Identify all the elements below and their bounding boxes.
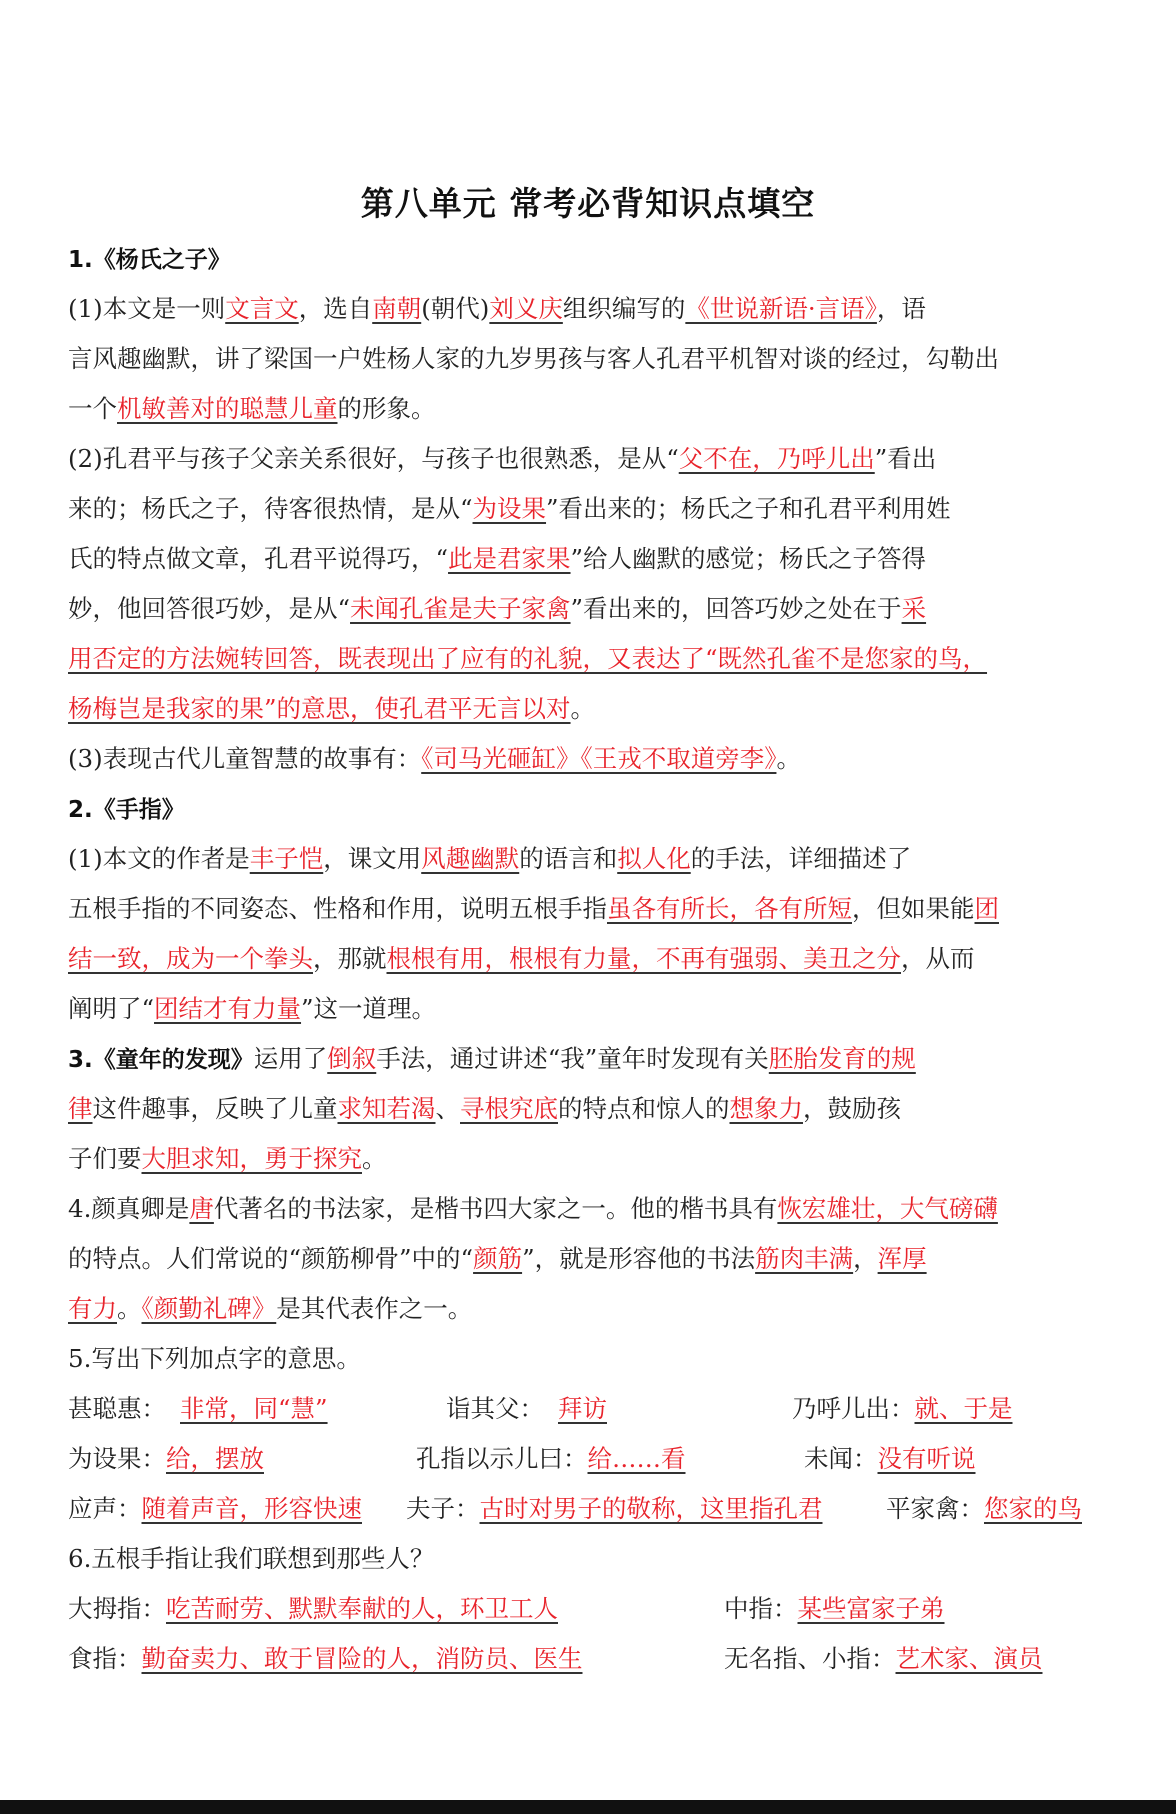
s2-line-4 <box>68 984 1108 1034</box>
text: ，鼓励孩 <box>803 1094 901 1123</box>
answer: 筋肉丰满 <box>755 1244 854 1273</box>
text: 是其代表作之一。 <box>276 1294 473 1323</box>
s6-row-1 <box>68 1584 1108 1634</box>
answer: 《司马光砸缸》《王戎不取道旁李》 <box>421 744 777 773</box>
s1-p2-line-5 <box>68 634 1108 684</box>
s3-line-3 <box>68 1134 1108 1184</box>
finger-answer: 勤奋卖力、敢于冒险的人，消防员、医生 <box>141 1644 583 1673</box>
answer: 想象力 <box>729 1094 803 1123</box>
worksheet-content <box>68 234 1108 1684</box>
text: 的语言和 <box>519 844 618 873</box>
text: ”这一道理。 <box>301 994 437 1023</box>
term-item <box>886 1484 1082 1534</box>
answer: 虽各有所长，各有所短 <box>607 894 852 923</box>
text: 。 <box>117 1294 142 1323</box>
finger-item <box>724 1584 945 1634</box>
answer: 杨梅岂是我家的果”的意思，使孔君平无言以对 <box>68 694 571 723</box>
text: ，从而 <box>901 944 975 973</box>
finger-label: 无名指、小指： <box>724 1644 896 1673</box>
s1-p1-line-2 <box>68 334 1108 384</box>
text: ，语 <box>876 294 926 323</box>
section-heading: 2.《手指》 <box>68 797 185 823</box>
bottom-bar <box>0 1800 1176 1814</box>
s3-line-2 <box>68 1084 1108 1134</box>
finger-label: 大拇指： <box>68 1594 166 1623</box>
s2-line-1 <box>68 834 1108 884</box>
text: ”看出来的，回答巧妙之处在于 <box>570 594 902 623</box>
text: ，课文用 <box>323 844 422 873</box>
section-2-heading <box>68 784 1108 834</box>
term-answer: 没有听说 <box>877 1444 976 1473</box>
text: 的特点。人们常说的“颜筋柳骨”中的“ <box>68 1244 474 1273</box>
term-label: 应声： <box>68 1494 142 1523</box>
s1-p3-line-1 <box>68 734 1108 784</box>
s2-line-3 <box>68 934 1108 984</box>
s5-row-2 <box>68 1434 1108 1484</box>
text: 。 <box>776 744 801 773</box>
text: ，那就 <box>313 944 387 973</box>
term-item <box>446 1384 607 1434</box>
section-heading: 6.五根手指让我们联想到那些人？ <box>68 1544 435 1573</box>
s4-line-3 <box>68 1284 1108 1334</box>
text: ，选自 <box>298 294 373 323</box>
answer: 胚胎发育的规 <box>768 1044 916 1073</box>
s1-p2-line-6 <box>68 684 1108 734</box>
s1-p1-line-3 <box>68 384 1108 434</box>
answer: 律 <box>68 1094 93 1123</box>
answer: 团 <box>974 894 999 923</box>
answer: 浑厚 <box>877 1244 927 1273</box>
text: 来的；杨氏之子，待客很热情，是从“ <box>68 494 473 523</box>
s4-line-2 <box>68 1234 1108 1284</box>
term-label: 为设果： <box>68 1444 166 1473</box>
answer: 刘义庆 <box>489 294 563 323</box>
term-answer: 您家的鸟 <box>984 1494 1082 1523</box>
term-answer: 拜访 <box>558 1394 607 1423</box>
answer: 寻根究底 <box>460 1094 558 1123</box>
answer: 求知若渴 <box>337 1094 436 1123</box>
text: 组织编写的 <box>562 294 686 323</box>
answer: 倒叙 <box>327 1044 377 1073</box>
answer: 大胆求知，勇于探究 <box>141 1144 362 1173</box>
s5-row-3 <box>68 1484 1108 1534</box>
text: 。 <box>362 1144 387 1173</box>
section-heading: 5.写出下列加点字的意思。 <box>68 1344 361 1373</box>
term-label: 夫子： <box>406 1494 480 1523</box>
term-answer: 随着声音，形容快速 <box>141 1494 362 1523</box>
answer: 根根有用，根根有力量，不再有强弱、美丑之分 <box>386 944 901 973</box>
text: 这件趣事，反映了儿童 <box>92 1094 338 1123</box>
answer: 团结才有力量 <box>154 994 302 1023</box>
s1-p2-line-2 <box>68 484 1108 534</box>
text: 运用了 <box>253 1044 328 1073</box>
term-item <box>804 1434 976 1484</box>
term-label: 诣其父： <box>446 1394 544 1423</box>
answer: 恢宏雄壮，大气磅礴 <box>777 1194 998 1223</box>
text: ”，就是形容他的书法 <box>522 1244 756 1273</box>
text: 的手法，详细描述了 <box>690 844 912 873</box>
answer: 此是君家果 <box>448 544 571 573</box>
text: 一个 <box>68 394 117 423</box>
term-item <box>68 1484 362 1534</box>
text: (2)孔君平与孩子父亲关系很好，与孩子也很熟悉，是从“ <box>68 444 679 473</box>
s5-row-1 <box>68 1384 1108 1434</box>
text: ，但如果能 <box>852 894 975 923</box>
answer: 用否定的方法婉转回答，既表现出了应有的礼貌，又表达了“既然孔雀不是您家的鸟， <box>68 644 988 673</box>
s3-line-1 <box>68 1034 1108 1084</box>
answer: 结一致，成为一个拳头 <box>68 944 313 973</box>
term-label: 甚聪惠： <box>68 1394 166 1423</box>
s2-line-2 <box>68 884 1108 934</box>
answer: 采 <box>901 594 927 623</box>
text: 子们要 <box>68 1144 142 1173</box>
term-item <box>416 1434 686 1484</box>
s1-p2-line-3 <box>68 534 1108 584</box>
finger-label: 中指： <box>724 1594 798 1623</box>
text: 、 <box>435 1094 460 1123</box>
page-title: 第八单元 常考必背知识点填空 <box>360 184 816 223</box>
answer: 机敏善对的聪慧儿童 <box>117 394 338 423</box>
s1-p2-line-1 <box>68 434 1108 484</box>
text: (3)表现古代儿童智慧的故事有： <box>68 744 422 773</box>
answer: 《世说新语·言语》 <box>685 294 877 323</box>
answer: 南朝 <box>372 294 422 323</box>
s6-row-2 <box>68 1634 1108 1684</box>
term-label: 孔指以示儿曰： <box>416 1444 588 1473</box>
s4-line-1 <box>68 1184 1108 1234</box>
text: (1)本文的作者是 <box>68 844 250 873</box>
text: (1)本文是一则 <box>68 294 226 323</box>
text: 的形象。 <box>337 394 436 423</box>
s1-p1-line-1 <box>68 284 1108 334</box>
text: ”看出来的；杨氏之子和孔君平利用姓 <box>546 494 951 523</box>
answer: 未闻孔雀是夫子家禽 <box>350 594 571 623</box>
answer: 《颜勤礼碑》 <box>141 1294 277 1323</box>
answer: 为设果 <box>472 494 547 523</box>
answer: 风趣幽默 <box>421 844 520 873</box>
finger-item <box>724 1634 1043 1684</box>
section-1-heading <box>68 234 1108 284</box>
s1-p2-line-4 <box>68 584 1108 634</box>
answer: 有力 <box>68 1294 117 1323</box>
finger-answer: 某些富家子弟 <box>797 1594 945 1623</box>
text: 妙，他回答很巧妙，是从“ <box>68 594 351 623</box>
text: 五根手指的不同姿态、性格和作用，说明五根手指 <box>68 894 607 923</box>
term-answer: 给，摆放 <box>166 1444 264 1473</box>
term-answer: 给……看 <box>587 1444 686 1473</box>
answer: 颜筋 <box>473 1244 523 1273</box>
term-answer: 非常，同“慧” <box>180 1394 328 1423</box>
term-item <box>68 1384 328 1434</box>
text: ”看出 <box>874 444 937 473</box>
section-heading: 1.《杨氏之子》 <box>68 247 231 273</box>
section-heading: 3.《童年的发现》 <box>68 1047 254 1073</box>
term-answer: 就、于是 <box>914 1394 1013 1423</box>
text: (朝代) <box>421 294 490 323</box>
term-label: 平家禽： <box>886 1494 984 1523</box>
text: 手法，通过讲述“我”童年时发现有关 <box>376 1044 769 1073</box>
answer: 丰子恺 <box>249 844 324 873</box>
text: 4.颜真卿是 <box>68 1194 190 1223</box>
text: 的特点和惊人的 <box>558 1094 730 1123</box>
answer: 父不在，乃呼儿出 <box>678 444 875 473</box>
finger-label: 食指： <box>68 1644 142 1673</box>
text: 氏的特点做文章，孔君平说得巧，“ <box>68 544 449 573</box>
section-6-heading <box>68 1534 1108 1584</box>
term-label: 未闻： <box>804 1444 878 1473</box>
finger-answer: 艺术家、演员 <box>895 1644 1043 1673</box>
finger-answer: 吃苦耐劳、默默奉献的人，环卫工人 <box>166 1594 558 1623</box>
answer: 文言文 <box>225 294 299 323</box>
text: ， <box>853 1244 878 1273</box>
text: 阐明了“ <box>68 994 155 1023</box>
term-item <box>68 1434 264 1484</box>
section-5-heading <box>68 1334 1108 1384</box>
answer: 唐 <box>189 1194 214 1223</box>
text: 言风趣幽默，讲了梁国一户姓杨人家的九岁男孩与客人孔君平机智对谈的经过，勾勒出 <box>68 344 999 373</box>
finger-item <box>68 1584 558 1634</box>
term-label: 乃呼儿出： <box>792 1394 915 1423</box>
finger-item <box>68 1634 583 1684</box>
term-item <box>406 1484 823 1534</box>
term-item <box>792 1384 1013 1434</box>
term-answer: 古时对男子的敬称，这里指孔君 <box>479 1494 823 1523</box>
answer: 拟人化 <box>617 844 691 873</box>
text: 代著名的书法家，是楷书四大家之一。他的楷书具有 <box>213 1194 778 1223</box>
text: ”给人幽默的感觉；杨氏之子答得 <box>570 544 927 573</box>
text: 。 <box>570 694 596 723</box>
